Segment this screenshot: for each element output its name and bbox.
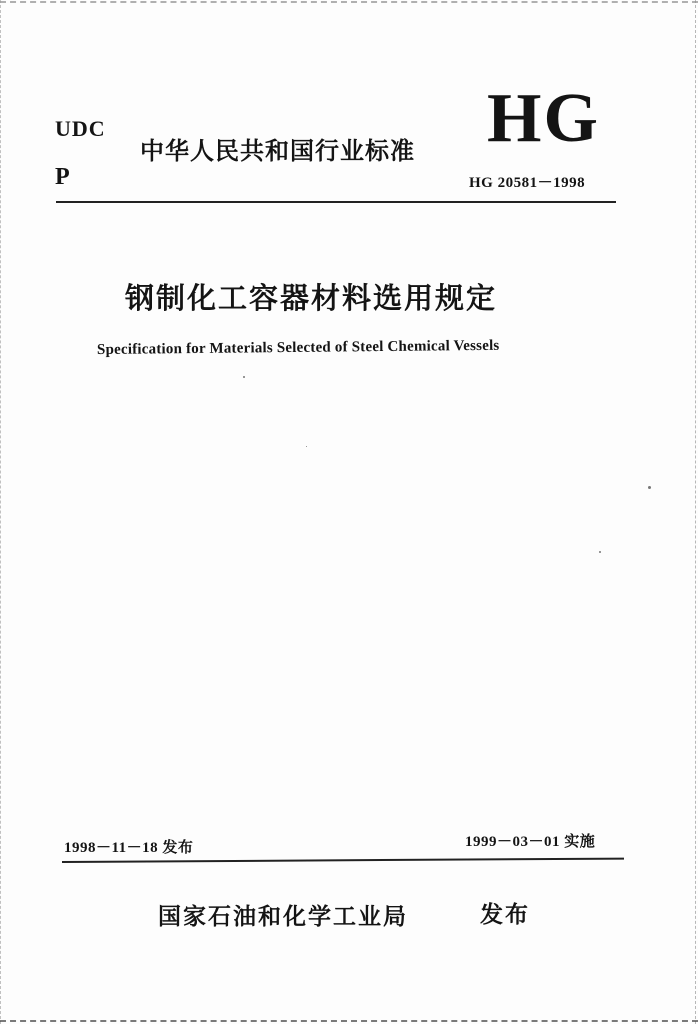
scan-edge-right xyxy=(693,0,696,1024)
scan-speck xyxy=(243,376,245,378)
scan-speck xyxy=(599,551,601,553)
classification-code: P xyxy=(55,164,70,190)
scan-edge-top xyxy=(0,1,698,5)
standard-number: HG 20581－1998 xyxy=(469,175,586,191)
hg-logo: HG xyxy=(487,80,600,157)
issuer-name: 国家石油和化学工业局 xyxy=(158,904,408,930)
standard-type: 中华人民共和国行业标准 xyxy=(140,137,415,165)
udc-label: UDC xyxy=(55,116,106,141)
title-chinese: 钢制化工容器材料选用规定 xyxy=(125,281,498,315)
header-rule xyxy=(56,201,616,203)
scan-edge-left xyxy=(0,0,11,1024)
issue-date: 1998－11－18 发布 xyxy=(64,840,194,856)
scan-edge-bottom xyxy=(0,1018,698,1022)
title-english: Specification for Materials Selected of Steel Chemical Vessels xyxy=(96,337,500,358)
implementation-date: 1999－03－01 实施 xyxy=(465,834,596,850)
issuer-action: 发布 xyxy=(480,902,530,928)
scan-speck xyxy=(306,446,307,447)
footer-rule xyxy=(62,858,624,863)
scan-speck xyxy=(648,486,651,489)
